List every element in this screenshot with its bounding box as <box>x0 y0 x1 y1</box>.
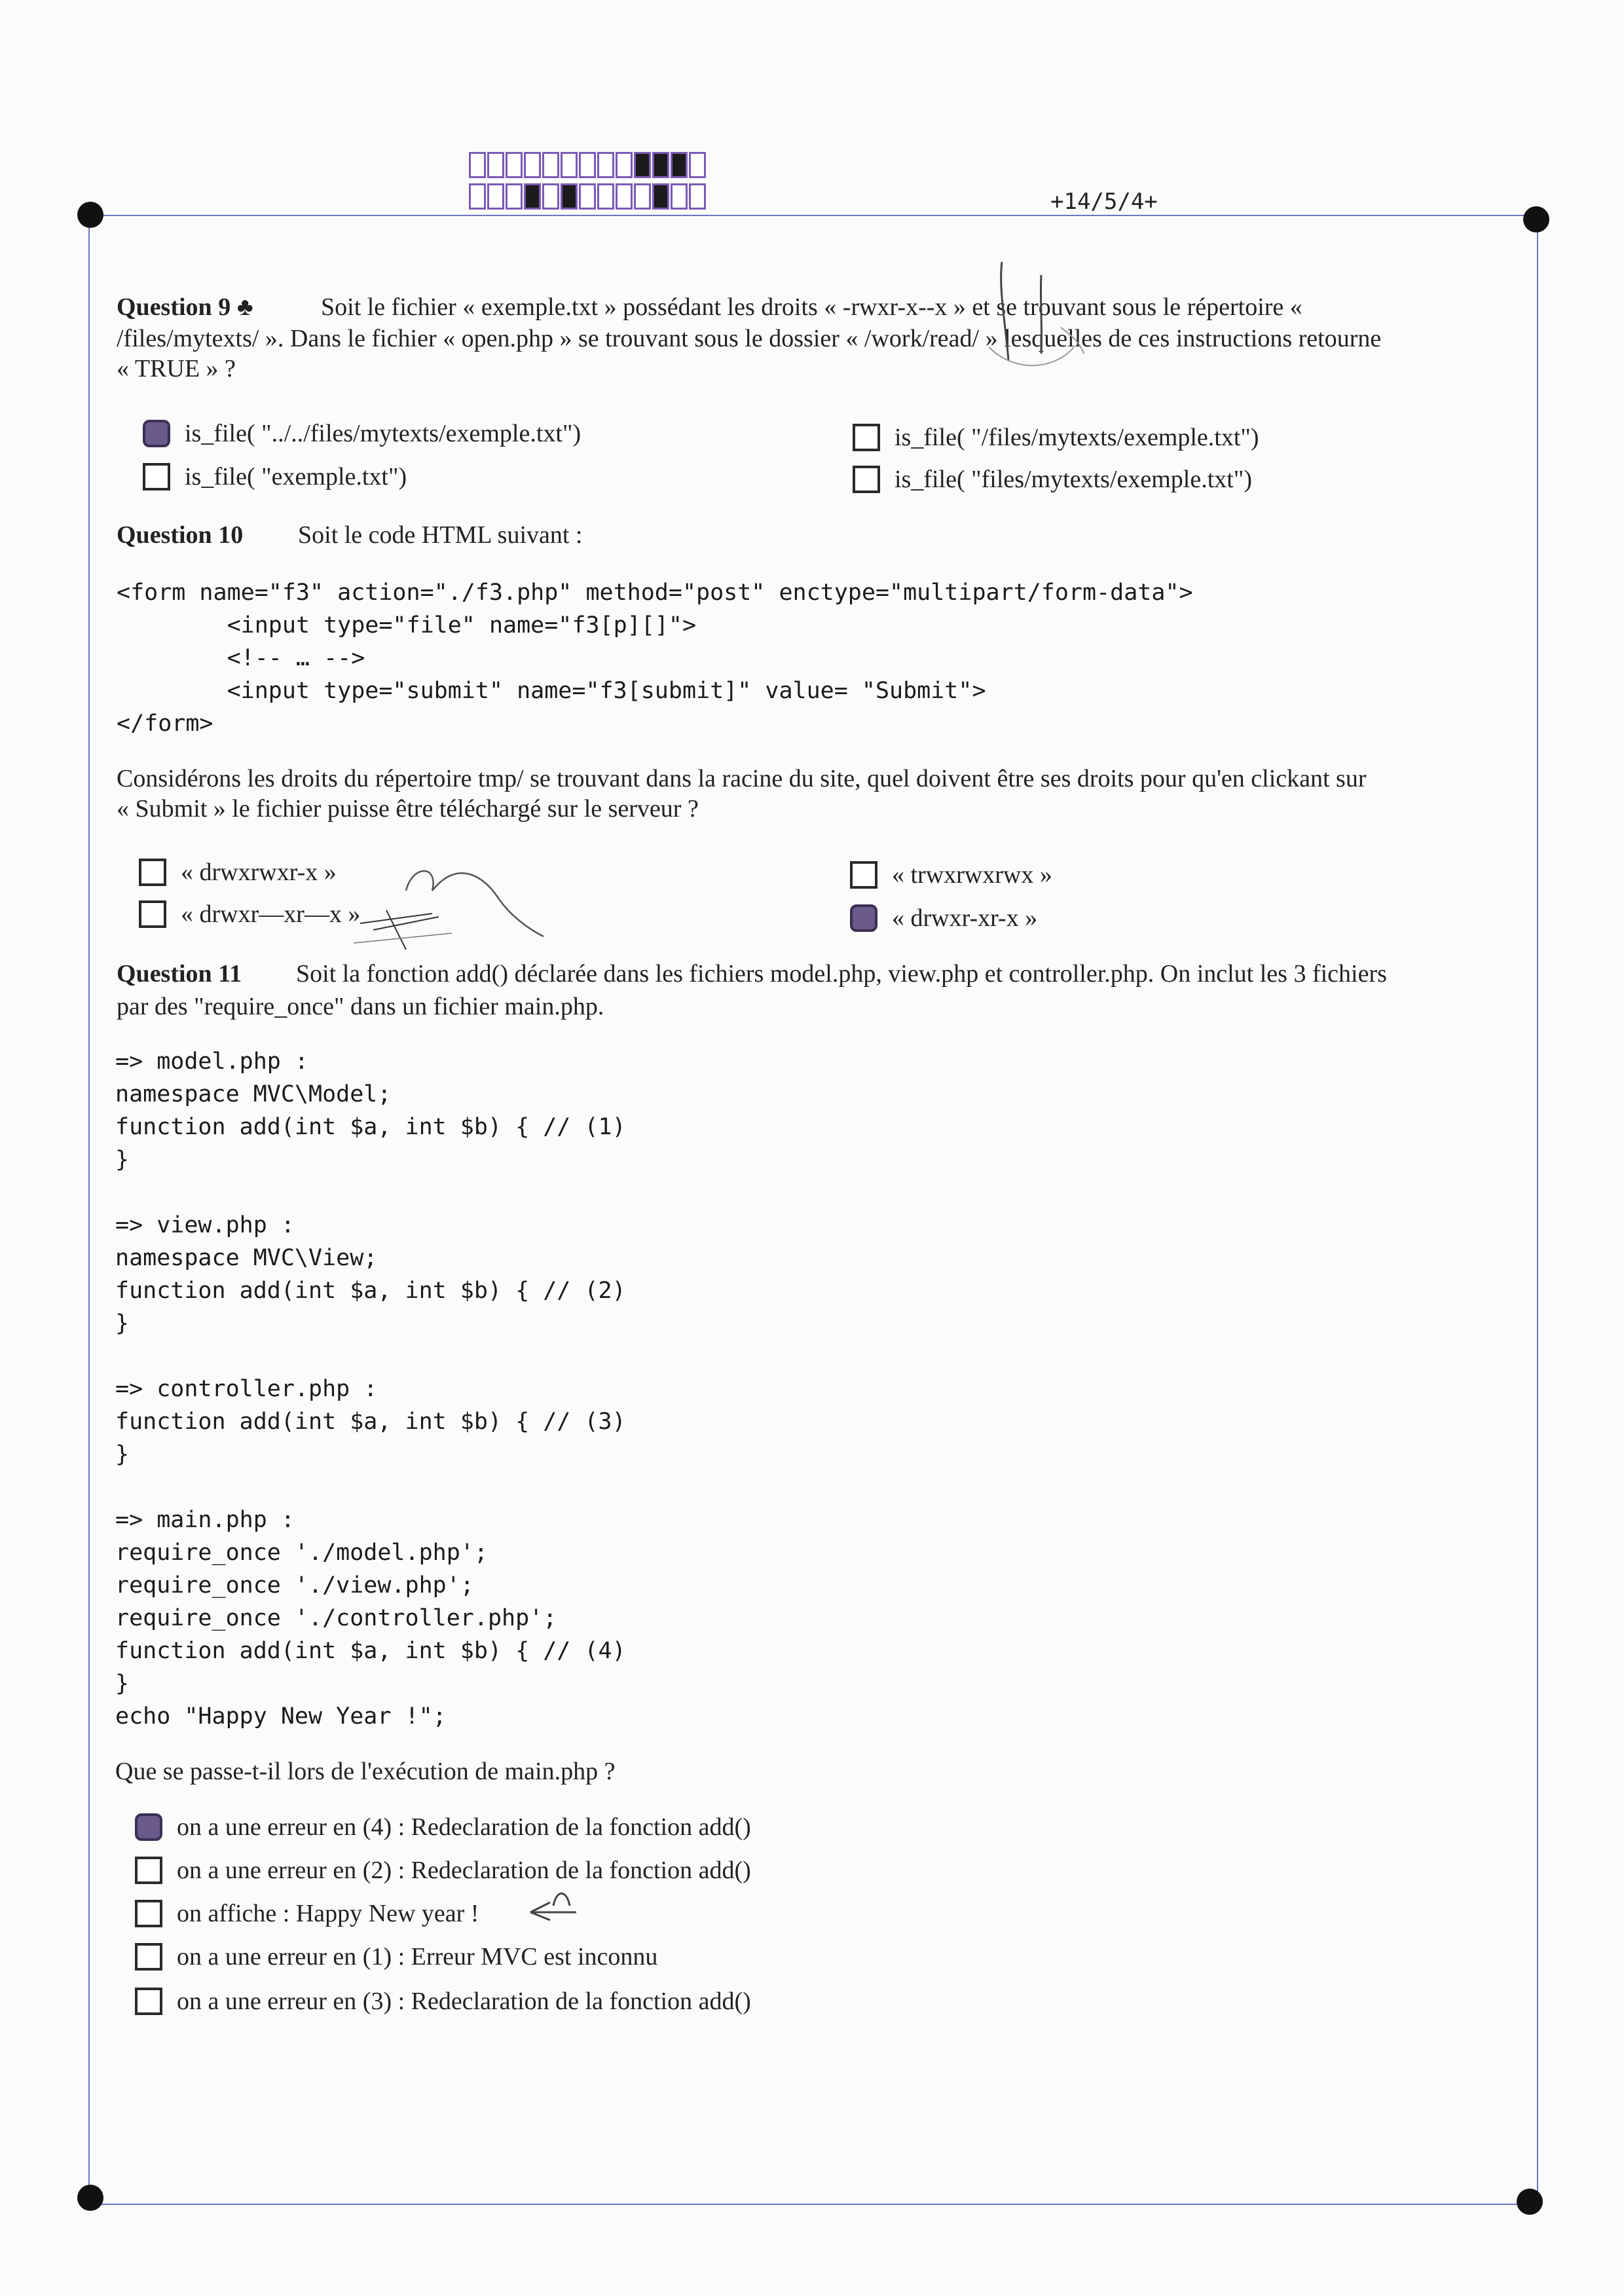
q11-option-5-checkbox[interactable] <box>135 1988 162 2015</box>
q10-option-4-label: « drwxr-xr-x » <box>892 904 1038 932</box>
barcode-cell <box>597 183 614 210</box>
q11-code-line: => model.php : <box>115 1048 309 1075</box>
q10-option-2-label: « trwxrwxrwx » <box>892 861 1052 889</box>
q9-label: Question 9 ♣ <box>117 293 253 321</box>
q10-code-line: <input type="file" name="f3[p][]"> <box>117 612 697 639</box>
q11-label: Question 11 <box>117 960 242 988</box>
q10-code-line: <form name="f3" action="./f3.php" method="post" enctype="multipart/form-data"> <box>117 580 1193 606</box>
q11-option-3-checkbox[interactable] <box>135 1900 162 1927</box>
barcode-cell <box>542 152 559 178</box>
barcode-cell <box>616 152 633 178</box>
q11-option-3[interactable] <box>135 1894 479 1933</box>
q11-option-2-checkbox[interactable] <box>135 1857 162 1884</box>
q10-question-line-2: « Submit » le fichier puisse être téléchargé sur le serveur ? <box>117 795 699 823</box>
q10-label: Question 10 <box>117 521 244 549</box>
q9-option-4-checkbox[interactable] <box>853 466 880 493</box>
barcode-cell <box>561 152 578 178</box>
q11-line-2: par des "require_once" dans un fichier main.php. <box>117 993 604 1020</box>
q11-code-line: => main.php : <box>115 1507 295 1533</box>
q11-option-1-label: on a une erreur en (4) : Redeclaration de la fonction add() <box>177 1813 751 1841</box>
q11-question: Que se passe-t-il lors de l'exécution de main.php ? <box>115 1758 616 1785</box>
q10-question-line-1: Considérons les droits du répertoire tmp/ se trouvant dans la racine du site, quel doivent être ses droits pour qu'en clickant sur <box>117 765 1367 792</box>
barcode-cell <box>689 152 706 178</box>
barcode-cell <box>652 183 669 210</box>
q11-code-line: namespace MVC\Model; <box>115 1081 392 1107</box>
q10-option-2[interactable] <box>850 855 1052 895</box>
q11-option-4[interactable] <box>135 1937 657 1976</box>
exam-id: +14/5/4+ <box>1050 189 1158 215</box>
pencil-arrow-q11 <box>524 1886 589 1925</box>
q11-code-line: echo "Happy New Year !"; <box>115 1703 447 1730</box>
q9-line-1: Soit le fichier « exemple.txt » possédant les droits « -rwxr-x--x » et se trouvant sous le répertoire « <box>321 293 1302 321</box>
barcode-cell <box>469 152 486 178</box>
barcode-cell <box>579 152 596 178</box>
q11-code-line <box>115 1176 626 1209</box>
q9-line-3: « TRUE » ? <box>117 355 236 382</box>
barcode-cell <box>634 183 651 210</box>
barcode-cell <box>506 152 523 178</box>
q11-code-line: } <box>115 1147 130 1173</box>
q11-option-2-label: on a une erreur en (2) : Redeclaration de la fonction add() <box>177 1857 751 1884</box>
q10-code-line: <input type="submit" name="f3[submit]" value= "Submit"> <box>117 678 986 704</box>
q11-code-line: => controller.php : <box>115 1376 378 1402</box>
barcode-cell <box>487 152 504 178</box>
barcode-cell <box>579 183 596 210</box>
corner-mark-bottom-left <box>77 2185 103 2211</box>
q11-option-2[interactable] <box>135 1851 751 1890</box>
q11-option-5-label: on a une erreur en (3) : Redeclaration de la fonction add() <box>177 1988 751 2015</box>
q10-option-3-checkbox[interactable] <box>139 900 166 928</box>
q11-code-line: function add(int $a, int $b) { // (1) <box>115 1114 626 1140</box>
q10-option-1[interactable] <box>139 853 337 892</box>
q9-option-2-checkbox[interactable] <box>853 424 880 451</box>
q11-code-line: } <box>115 1671 130 1697</box>
barcode-cell <box>524 183 541 210</box>
q10-code-line: </form> <box>117 711 213 737</box>
corner-mark-top-right <box>1523 206 1549 232</box>
barcode-cell <box>524 152 541 178</box>
q10-option-4[interactable] <box>850 898 1037 938</box>
q11-line-1: Soit la fonction add() déclarée dans les fichiers model.php, view.php et controller.php. On inclut les 3 fichiers <box>296 960 1387 988</box>
pencil-scribble-q9 <box>943 249 1113 380</box>
q11-code-line: namespace MVC\View; <box>115 1245 378 1271</box>
q10-intro: Soit le code HTML suivant : <box>298 521 583 549</box>
q11-option-3-label: on affiche : Happy New year ! <box>177 1900 479 1927</box>
q10-option-1-checkbox[interactable] <box>139 859 166 886</box>
q9-option-3[interactable] <box>143 457 407 496</box>
barcode-cell <box>542 183 559 210</box>
q10-option-3-label: « drwxr—xr—x » <box>181 900 361 928</box>
q11-code-block <box>115 1045 626 1733</box>
barcode-row-1 <box>469 152 707 178</box>
barcode-row-2 <box>469 183 707 210</box>
q11-code-line: function add(int $a, int $b) { // (3) <box>115 1409 626 1435</box>
barcode-cell <box>561 183 578 210</box>
q11-code-line: function add(int $a, int $b) { // (2) <box>115 1278 626 1304</box>
q11-option-5[interactable] <box>135 1982 751 2021</box>
q11-code-line: } <box>115 1310 130 1337</box>
q10-option-2-checkbox[interactable] <box>850 861 877 889</box>
q9-option-3-checkbox[interactable] <box>143 463 170 491</box>
q11-option-1[interactable] <box>135 1807 751 1847</box>
q9-option-3-label: is_file( "exemple.txt") <box>185 463 407 491</box>
q11-code-line: } <box>115 1441 130 1468</box>
q11-option-1-checkbox[interactable] <box>135 1813 162 1841</box>
q10-code-block <box>117 576 1193 740</box>
barcode-cell <box>487 183 504 210</box>
barcode-cell <box>469 183 486 210</box>
barcode-cell <box>671 183 688 210</box>
q11-code-line <box>115 1471 626 1504</box>
barcode-cell <box>671 152 688 178</box>
barcode-cell <box>597 152 614 178</box>
barcode-cell <box>616 183 633 210</box>
q11-code-line: require_once './view.php'; <box>115 1572 474 1599</box>
q10-option-1-label: « drwxrwxr-x » <box>181 859 337 886</box>
pencil-scribble-q10 <box>347 851 563 963</box>
barcode-cell <box>652 152 669 178</box>
q11-code-line <box>115 1340 626 1373</box>
q9-option-4-label: is_file( "files/mytexts/exemple.txt") <box>895 466 1253 493</box>
corner-mark-top-left <box>77 202 103 228</box>
q11-code-line: require_once './model.php'; <box>115 1540 488 1566</box>
q9-option-4[interactable] <box>853 460 1252 499</box>
q11-code-line: require_once './controller.php'; <box>115 1605 557 1631</box>
barcode-cell <box>634 152 651 178</box>
q9-option-1[interactable] <box>143 414 581 453</box>
q10-option-3[interactable] <box>139 895 360 934</box>
q9-line-2: /files/mytexts/ ». Dans le fichier « open.php » se trouvant sous le dossier « /work/read/ » lesquelles de ces instructions retourne <box>117 325 1382 352</box>
q11-code-line: => view.php : <box>115 1212 295 1238</box>
q9-option-1-checkbox[interactable] <box>143 420 170 447</box>
q9-option-1-label: is_file( "../../files/mytexts/exemple.txt") <box>185 420 581 447</box>
barcode-cell <box>689 183 706 210</box>
q9-option-2[interactable] <box>853 418 1259 457</box>
barcode-cell <box>506 183 523 210</box>
q10-option-4-checkbox[interactable] <box>850 904 877 932</box>
q11-option-4-checkbox[interactable] <box>135 1943 162 1971</box>
q11-option-4-label: on a une erreur en (1) : Erreur MVC est inconnu <box>177 1943 658 1971</box>
corner-mark-bottom-right <box>1517 2189 1543 2215</box>
q9-option-2-label: is_file( "/files/mytexts/exemple.txt") <box>895 424 1259 451</box>
q10-code-line: <!-- … --> <box>117 645 365 671</box>
q11-code-line: function add(int $a, int $b) { // (4) <box>115 1638 626 1664</box>
